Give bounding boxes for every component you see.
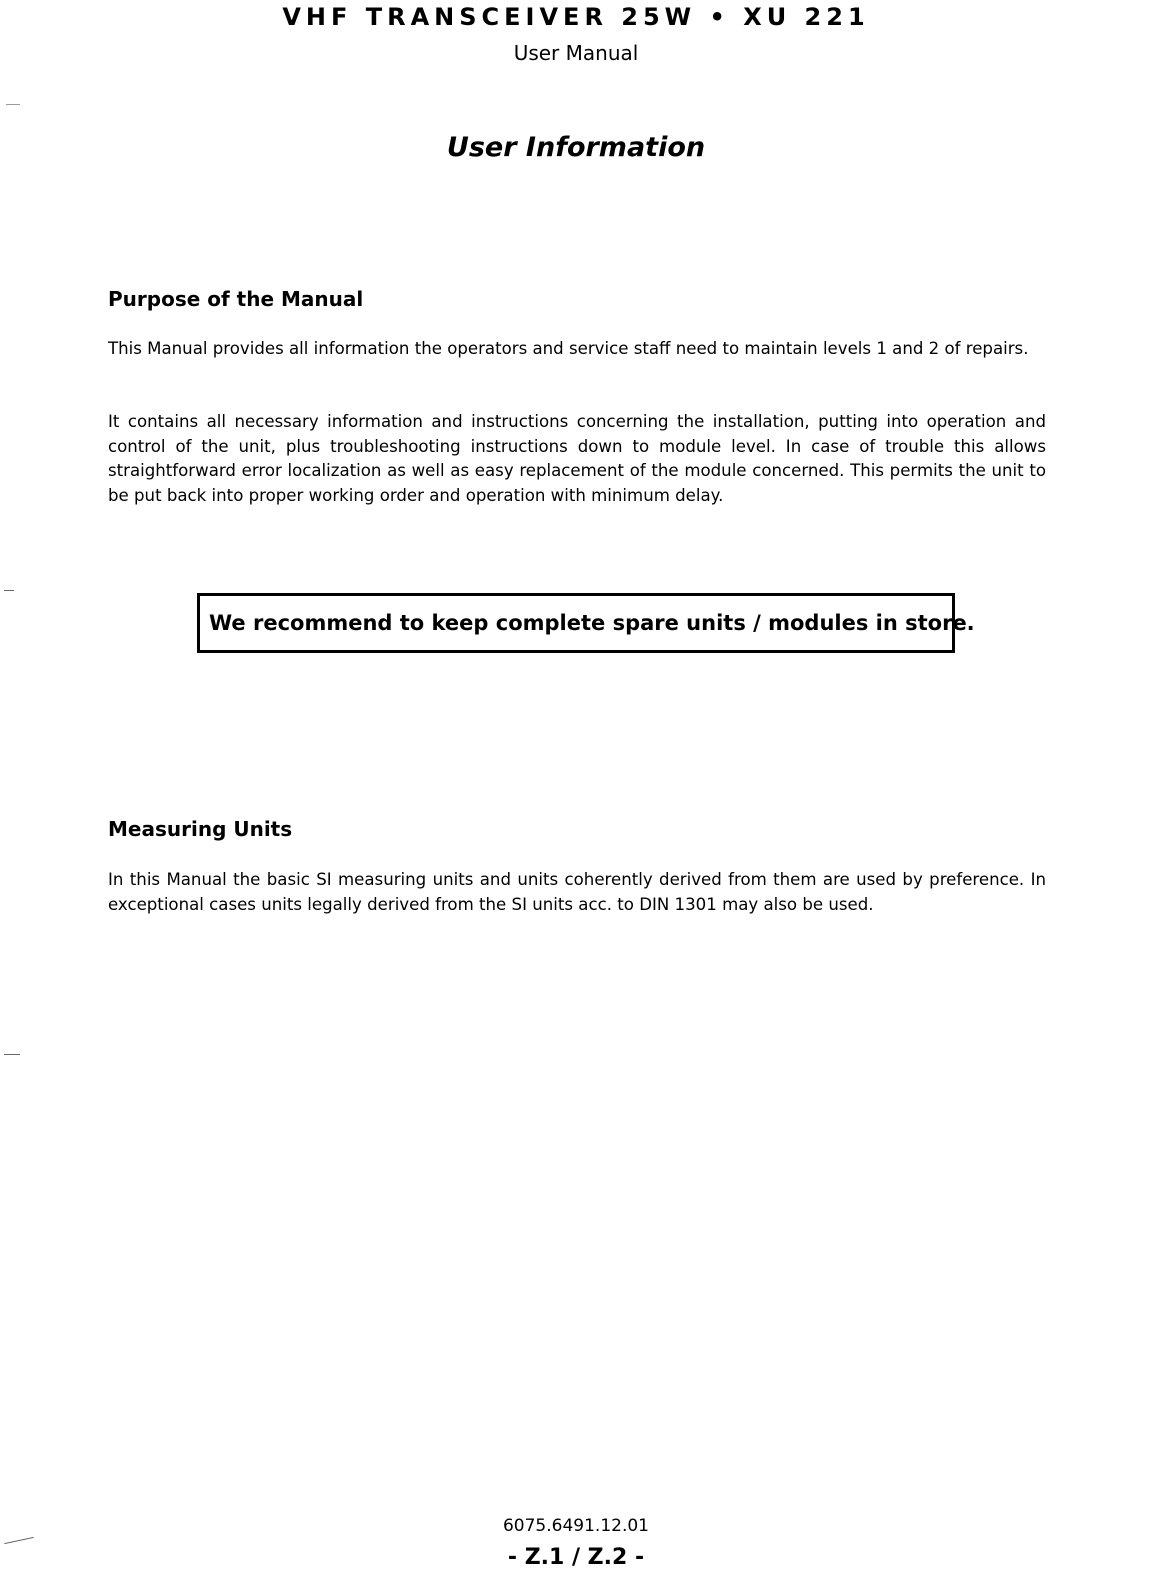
scan-mark xyxy=(4,1054,20,1055)
document-title: VHF TRANSCEIVER 25W • XU 221 xyxy=(282,3,870,31)
purpose-title: Purpose of the Manual xyxy=(108,287,364,311)
measuring-units-paragraph: In this Manual the basic SI measuring units and units coherently derived from them are used by preference. In exceptional cases units legally derived from the SI units acc. to DIN 1301 may also be used. xyxy=(108,870,1046,914)
document-number: 6075.6491.12.01 xyxy=(502,1516,649,1536)
document-subtitle: User Manual xyxy=(513,41,639,65)
scan-mark xyxy=(4,590,14,591)
page-number: - Z.1 / Z.2 - xyxy=(507,1545,645,1570)
purpose-paragraph-1: This Manual provides all information the operators and service staff need to maintain levels 1 and 2 of repairs. xyxy=(108,339,1029,358)
section-heading: User Information xyxy=(446,132,706,163)
purpose-paragraph-2: It contains all necessary information and instructions concerning the installation, putting into operation and control of the unit, plus troubleshooting instructions down to module level. In case of trouble this allows straightforward error localization as well as easy replacement of the module concerned. This permits the unit to be put back into proper working order and operation with minimum delay. xyxy=(108,412,1046,505)
page-header xyxy=(0,2,1152,66)
recommendation-text: We recommend to keep complete spare units / modules in store. xyxy=(209,611,975,635)
measuring-units-title: Measuring Units xyxy=(108,817,293,841)
recommendation-box xyxy=(197,593,975,653)
scan-mark xyxy=(6,104,20,105)
